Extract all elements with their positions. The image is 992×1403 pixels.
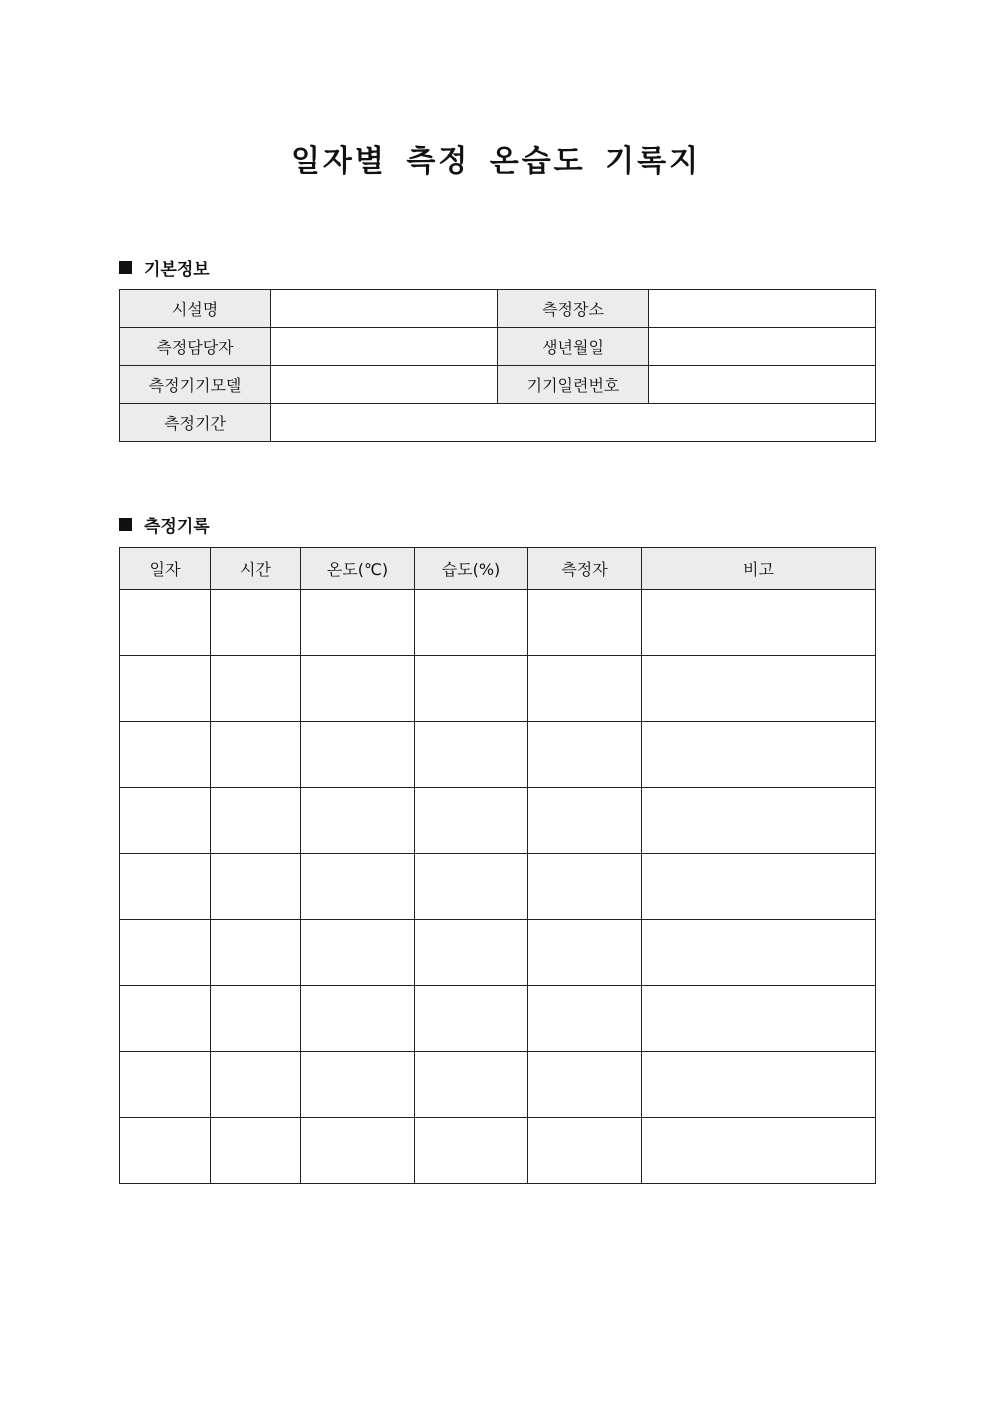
table-row [120, 590, 876, 656]
record-cell[interactable] [642, 590, 876, 656]
info-label: 측정기기모델 [120, 366, 271, 404]
column-header: 측정자 [528, 548, 642, 590]
record-cell[interactable] [528, 920, 642, 986]
info-row-period [120, 404, 876, 442]
record-cell[interactable] [642, 722, 876, 788]
info-label: 생년월일 [498, 328, 649, 366]
column-header: 온도(℃) [301, 548, 415, 590]
record-cell[interactable] [415, 656, 528, 722]
records-table [119, 547, 876, 1184]
record-cell[interactable] [528, 656, 642, 722]
record-cell[interactable] [415, 590, 528, 656]
record-cell[interactable] [642, 656, 876, 722]
column-header: 비고 [642, 548, 876, 590]
records-heading-label: 측정기록 [144, 517, 210, 537]
record-cell[interactable] [120, 986, 211, 1052]
table-row [120, 788, 876, 854]
record-cell[interactable] [120, 590, 211, 656]
info-row [120, 328, 876, 366]
record-cell[interactable] [415, 722, 528, 788]
square-bullet-icon [119, 261, 132, 274]
info-value-field[interactable] [649, 290, 876, 328]
record-cell[interactable] [642, 1052, 876, 1118]
record-cell[interactable] [120, 722, 211, 788]
info-value-field[interactable] [271, 328, 498, 366]
record-cell[interactable] [211, 590, 301, 656]
info-value-field[interactable] [271, 366, 498, 404]
record-cell[interactable] [301, 854, 415, 920]
record-cell[interactable] [642, 986, 876, 1052]
record-cell[interactable] [415, 788, 528, 854]
info-row [120, 366, 876, 404]
record-cell[interactable] [528, 788, 642, 854]
table-row [120, 986, 876, 1052]
record-cell[interactable] [120, 1052, 211, 1118]
record-cell[interactable] [120, 854, 211, 920]
info-label: 시설명 [120, 290, 271, 328]
record-cell[interactable] [211, 788, 301, 854]
basic-info-heading-label: 기본정보 [144, 260, 210, 280]
record-cell[interactable] [642, 920, 876, 986]
record-cell[interactable] [415, 920, 528, 986]
info-label: 측정담당자 [120, 328, 271, 366]
record-cell[interactable] [301, 986, 415, 1052]
record-cell[interactable] [528, 590, 642, 656]
table-row [120, 1052, 876, 1118]
record-cell[interactable] [301, 788, 415, 854]
period-value-field[interactable] [271, 404, 876, 442]
record-cell[interactable] [211, 920, 301, 986]
period-label: 측정기간 [120, 404, 271, 442]
record-cell[interactable] [211, 722, 301, 788]
records-header-row [120, 548, 876, 590]
table-row [120, 656, 876, 722]
record-cell[interactable] [301, 920, 415, 986]
record-cell[interactable] [211, 1118, 301, 1184]
record-cell[interactable] [528, 986, 642, 1052]
info-value-field[interactable] [649, 366, 876, 404]
info-label: 기기일련번호 [498, 366, 649, 404]
table-row [120, 1118, 876, 1184]
table-row [120, 722, 876, 788]
basic-info-heading [119, 255, 210, 280]
table-row [120, 854, 876, 920]
record-cell[interactable] [301, 722, 415, 788]
record-cell[interactable] [120, 920, 211, 986]
basic-info-table [119, 289, 876, 442]
record-cell[interactable] [301, 1118, 415, 1184]
column-header: 습도(%) [415, 548, 528, 590]
info-label: 측정장소 [498, 290, 649, 328]
record-cell[interactable] [211, 1052, 301, 1118]
table-row [120, 920, 876, 986]
info-value-field[interactable] [649, 328, 876, 366]
record-cell[interactable] [211, 854, 301, 920]
records-heading [119, 512, 210, 537]
record-cell[interactable] [528, 854, 642, 920]
column-header: 시간 [211, 548, 301, 590]
record-cell[interactable] [211, 986, 301, 1052]
record-cell[interactable] [301, 590, 415, 656]
record-cell[interactable] [415, 1052, 528, 1118]
record-cell[interactable] [415, 854, 528, 920]
record-cell[interactable] [528, 1052, 642, 1118]
document-title: 일자별 측정 온습도 기록지 [290, 144, 702, 179]
record-cell[interactable] [415, 1118, 528, 1184]
record-cell[interactable] [301, 656, 415, 722]
record-cell[interactable] [120, 656, 211, 722]
record-cell[interactable] [120, 1118, 211, 1184]
record-cell[interactable] [415, 986, 528, 1052]
record-cell[interactable] [642, 788, 876, 854]
record-cell[interactable] [301, 1052, 415, 1118]
info-row [120, 290, 876, 328]
record-cell[interactable] [642, 1118, 876, 1184]
column-header: 일자 [120, 548, 211, 590]
square-bullet-icon [119, 518, 132, 531]
info-value-field[interactable] [271, 290, 498, 328]
record-cell[interactable] [120, 788, 211, 854]
record-cell[interactable] [528, 722, 642, 788]
record-cell[interactable] [528, 1118, 642, 1184]
record-cell[interactable] [642, 854, 876, 920]
record-cell[interactable] [211, 656, 301, 722]
